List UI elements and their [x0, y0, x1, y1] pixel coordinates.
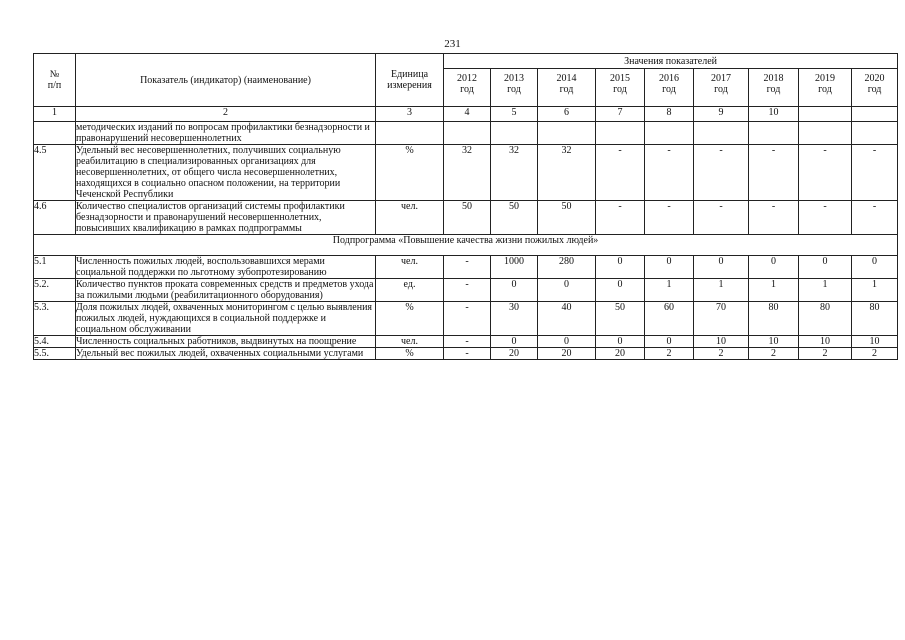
row-value: 280	[538, 256, 596, 279]
row-value: 60	[645, 302, 694, 336]
header-year: 2013 год	[491, 69, 538, 107]
row-value: 10	[852, 336, 898, 348]
table-row	[34, 256, 898, 279]
row-value: 2	[645, 348, 694, 360]
row-value: 1	[852, 279, 898, 302]
row-unit: чел.	[376, 256, 444, 279]
row-value	[694, 122, 749, 145]
row-value: 50	[444, 201, 491, 235]
row-value: -	[444, 279, 491, 302]
header-row-main	[34, 54, 898, 69]
row-unit	[376, 122, 444, 145]
row-value: -	[596, 201, 645, 235]
row-value: -	[645, 201, 694, 235]
table-row	[34, 348, 898, 360]
row-value: -	[749, 145, 799, 201]
row-value: 1	[694, 279, 749, 302]
row-value	[596, 122, 645, 145]
row-value	[645, 122, 694, 145]
row-value: 0	[538, 279, 596, 302]
table-body	[34, 122, 898, 360]
header-year: 2018 год	[749, 69, 799, 107]
row-value: 80	[852, 302, 898, 336]
header-year: 2016 год	[645, 69, 694, 107]
row-value: -	[852, 201, 898, 235]
row-unit: чел.	[376, 336, 444, 348]
header-row-numbers	[34, 107, 898, 122]
row-value: 30	[491, 302, 538, 336]
row-indicator-name: Удельный вес пожилых людей, охваченных социальными услугами	[76, 348, 376, 360]
row-value: 2	[749, 348, 799, 360]
row-value	[491, 122, 538, 145]
row-code: 4.6	[34, 201, 76, 235]
column-number: 5	[491, 107, 538, 122]
column-number: 9	[694, 107, 749, 122]
table-row	[34, 201, 898, 235]
row-value: -	[694, 201, 749, 235]
row-code: 5.2.	[34, 279, 76, 302]
indicators-table	[33, 53, 898, 360]
row-value: 0	[491, 336, 538, 348]
row-value: 80	[749, 302, 799, 336]
row-indicator-name: Численность пожилых людей, воспользовавшихся мерами социальной поддержки по льготному зубопротезированию	[76, 256, 376, 279]
row-value: 1	[799, 279, 852, 302]
row-value: -	[645, 145, 694, 201]
row-value: 0	[799, 256, 852, 279]
row-value: 1	[645, 279, 694, 302]
row-unit: чел.	[376, 201, 444, 235]
column-number: 7	[596, 107, 645, 122]
row-value: -	[444, 256, 491, 279]
row-value: 70	[694, 302, 749, 336]
row-value: 0	[645, 256, 694, 279]
row-value: 2	[694, 348, 749, 360]
header-year: 2019 год	[799, 69, 852, 107]
table-row	[34, 336, 898, 348]
row-indicator-name: Численность социальных работников, выдвинутых на поощрение	[76, 336, 376, 348]
row-value: 20	[596, 348, 645, 360]
row-indicator-name: Удельный вес несовершеннолетних, получивших социальную реабилитацию в специализированных организациях для несовершеннолетних, от общего числа несовершеннолетних, находящихся в социально опасном положении, на территории Чеченской Республики	[76, 145, 376, 201]
row-value: 80	[799, 302, 852, 336]
row-value: 32	[491, 145, 538, 201]
column-number: 4	[444, 107, 491, 122]
row-value: 10	[749, 336, 799, 348]
row-value: -	[749, 201, 799, 235]
row-unit: %	[376, 145, 444, 201]
table-header	[34, 54, 898, 122]
row-value	[852, 122, 898, 145]
row-value	[538, 122, 596, 145]
row-code	[34, 122, 76, 145]
row-code: 5.1	[34, 256, 76, 279]
row-value: 0	[596, 336, 645, 348]
header-num: № п/п	[34, 54, 76, 107]
row-value: 10	[694, 336, 749, 348]
row-value: 2	[852, 348, 898, 360]
row-code: 5.3.	[34, 302, 76, 336]
row-code: 4.5	[34, 145, 76, 201]
row-value: -	[596, 145, 645, 201]
column-number: 2	[76, 107, 376, 122]
row-code: 5.5.	[34, 348, 76, 360]
header-year: 2015 год	[596, 69, 645, 107]
page-number: 231	[444, 38, 461, 50]
row-value	[799, 122, 852, 145]
row-value: -	[852, 145, 898, 201]
row-value: 0	[749, 256, 799, 279]
row-indicator-name: Доля пожилых людей, охваченных мониторингом с целью выявления пожилых людей, нуждающихся в социальной поддержке и социальном обслуживании	[76, 302, 376, 336]
row-value: 20	[538, 348, 596, 360]
row-value: 0	[694, 256, 749, 279]
header-year: 2012 год	[444, 69, 491, 107]
row-value: 32	[444, 145, 491, 201]
row-value: 0	[596, 279, 645, 302]
table-row	[34, 122, 898, 145]
table-row	[34, 302, 898, 336]
row-indicator-name: методических изданий по вопросам профилактики безнадзорности и правонарушений несовершеннолетних	[76, 122, 376, 145]
row-value: 2	[799, 348, 852, 360]
column-number: 8	[645, 107, 694, 122]
column-number: 6	[538, 107, 596, 122]
row-unit: %	[376, 348, 444, 360]
row-unit: ед.	[376, 279, 444, 302]
row-indicator-name: Количество пунктов проката современных средств и предметов ухода за пожилыми людьми (реабилитационного оборудования)	[76, 279, 376, 302]
row-value: 0	[645, 336, 694, 348]
row-value: 1	[749, 279, 799, 302]
row-value: 50	[538, 201, 596, 235]
row-value: 0	[491, 279, 538, 302]
row-indicator-name: Количество специалистов организаций системы профилактики безнадзорности и правонарушений несовершеннолетних, повысивших квалификацию в рамках подпрограммы	[76, 201, 376, 235]
row-value: -	[444, 336, 491, 348]
row-value: 10	[799, 336, 852, 348]
row-value: 50	[491, 201, 538, 235]
row-value: 0	[538, 336, 596, 348]
column-number: 3	[376, 107, 444, 122]
column-number	[852, 107, 898, 122]
row-value: 40	[538, 302, 596, 336]
table-row	[34, 279, 898, 302]
column-number	[799, 107, 852, 122]
column-number: 1	[34, 107, 76, 122]
row-code: 5.4.	[34, 336, 76, 348]
row-value: 0	[596, 256, 645, 279]
column-number: 10	[749, 107, 799, 122]
row-value: -	[694, 145, 749, 201]
row-value: -	[799, 201, 852, 235]
header-year: 2017 год	[694, 69, 749, 107]
row-value: 1000	[491, 256, 538, 279]
header-unit: Единица измерения	[376, 54, 444, 107]
row-value	[749, 122, 799, 145]
row-value: -	[444, 348, 491, 360]
table-row	[34, 145, 898, 201]
row-value	[444, 122, 491, 145]
row-value: 50	[596, 302, 645, 336]
row-unit: %	[376, 302, 444, 336]
row-value: 20	[491, 348, 538, 360]
subprogram-row	[34, 235, 898, 256]
header-indicator: Показатель (индикатор) (наименование)	[76, 54, 376, 107]
subprogram-title: Подпрограмма «Повышение качества жизни пожилых людей»	[34, 235, 898, 256]
row-value: 0	[852, 256, 898, 279]
row-value: 32	[538, 145, 596, 201]
header-year: 2014 год	[538, 69, 596, 107]
row-value: -	[444, 302, 491, 336]
header-values: Значения показателей	[444, 54, 898, 69]
header-year: 2020 год	[852, 69, 898, 107]
row-value: -	[799, 145, 852, 201]
